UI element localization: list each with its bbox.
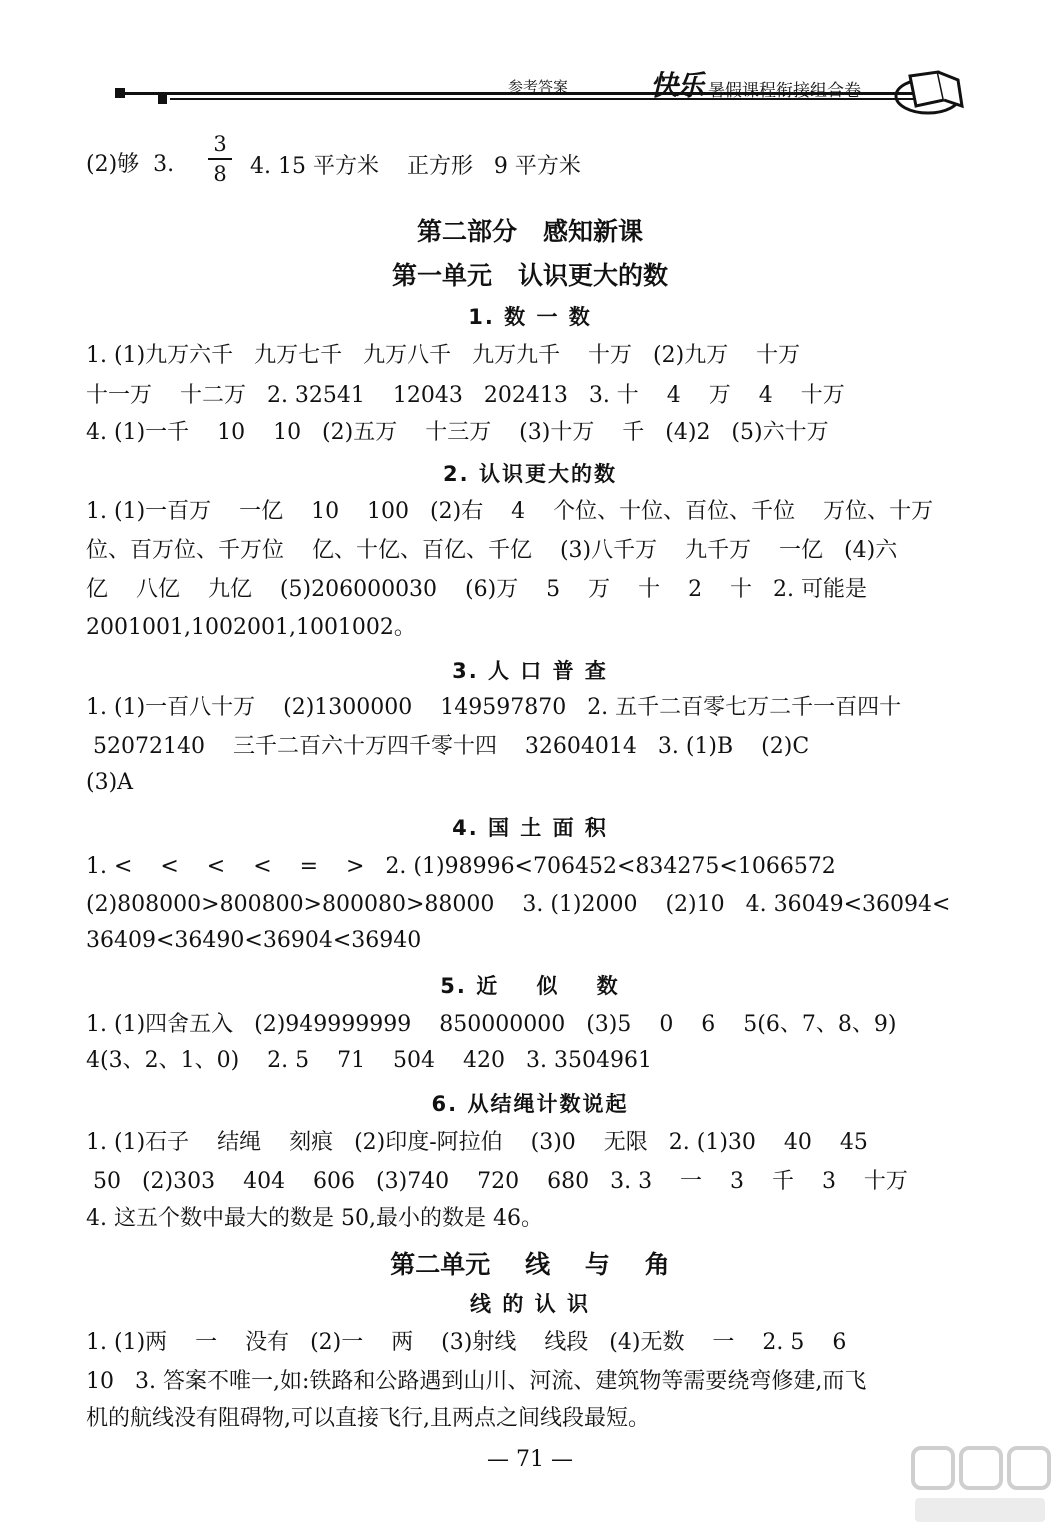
page-header — [110, 62, 970, 122]
answer-line: 机的航线没有阻碍物,可以直接飞行,且两点之间线段最短。 — [86, 1406, 650, 1431]
answer-line: 52072140 三千二百六十万四千零十四 32604014 3. (1)B (2)C — [86, 734, 810, 759]
book-logo-icon — [892, 62, 972, 122]
answer-line: 1. (1)一百万 一亿 10 100 (2)右 4 个位、十位、百位、千位 万位、十万 — [86, 499, 934, 524]
answer-line: 1. (1)一百八十万 (2)1300000 149597870 2. 五千二百零七万二千一百四十 — [86, 695, 902, 720]
fraction-denominator: 8 — [213, 162, 227, 186]
answer-line: 36409<36490<36904<36940 — [86, 928, 422, 953]
answer-line: 1. (1)石子 结绳 刻痕 (2)印度-阿拉伯 (3)0 无限 2. (1)30 40 45 — [86, 1130, 868, 1155]
intro-after-fraction: 4. 15 平方米 正方形 9 平方米 — [250, 154, 581, 179]
answer-line: 亿 八亿 九亿 (5)206000030 (6)万 5 万 十 2 十 2. 可能是 — [86, 577, 868, 602]
answer-line: 4. 这五个数中最大的数是 50,最小的数是 46。 — [86, 1206, 543, 1231]
answer-line: 4(3、2、1、0) 2. 5 71 504 420 3. 3504961 — [86, 1048, 652, 1073]
unit1-sec3-title: 3. 人 口 普 查 — [452, 659, 608, 683]
answer-line: 1. (1)两 一 没有 (2)一 两 (3)射线 线段 (4)无数 一 2. 5 6 — [86, 1330, 847, 1355]
answer-line: 十一万 十二万 2. 32541 12043 202413 3. 十 4 万 4 十万 — [86, 383, 845, 408]
page-number: — 71 — — [487, 1447, 573, 1472]
header-ref-label: 参考答案 — [508, 78, 569, 96]
intro-before-fraction: (2)够 3. — [86, 152, 175, 177]
answer-line: (2)808000>800800>800080>88000 3. (1)2000 (2)10 4. 36049<36094< — [86, 892, 951, 917]
answer-line: 1. (1)四舍五入 (2)949999999 850000000 (3)5 0 6 5(6、7、8、9) — [86, 1012, 897, 1037]
watermark-icon — [905, 1440, 1055, 1530]
answer-line: 位、百万位、千万位 亿、十亿、百亿、千亿 (3)八千万 九千万 一亿 (4)六 — [86, 538, 898, 563]
part-title: 第二部分 感知新课 — [416, 217, 644, 246]
fraction-bar — [208, 158, 232, 160]
unit1-sec4-title: 4. 国 土 面 积 — [452, 816, 608, 840]
unit1-sec6-title: 6. 从结绳计数说起 — [431, 1092, 629, 1116]
unit2-title: 第二单元 线 与 角 — [390, 1250, 670, 1279]
fraction — [208, 132, 232, 186]
unit1-sec2-title: 2. 认识更大的数 — [443, 462, 617, 486]
answer-line: 1. < < < < = > 2. (1)98996<706452<834275<1066572 — [86, 854, 836, 879]
answer-line: 2001001,1002001,1001002。 — [86, 615, 416, 640]
answer-line: 10 3. 答案不唯一,如:铁路和公路遇到山川、河流、建筑物等需要绕弯修建,而飞 — [86, 1369, 867, 1394]
unit2-sec1-title: 线 的 认 识 — [470, 1292, 590, 1316]
answer-line: 50 (2)303 404 606 (3)740 720 680 3. 3 一 3 千 3 十万 — [86, 1169, 908, 1194]
answer-line: 1. (1)九万六千 九万七千 九万八千 九万九千 十万 (2)九万 十万 — [86, 343, 801, 368]
header-brand: 快乐 — [650, 69, 703, 102]
answer-line: 4. (1)一千 10 10 (2)五万 十三万 (3)十万 千 (4)2 (5)六十万 — [86, 420, 829, 445]
header-series-title: 暑假课程衔接组合卷 — [708, 81, 861, 101]
answer-line: (3)A — [86, 770, 134, 795]
fraction-numerator: 3 — [213, 132, 227, 156]
unit1-title: 第一单元 认识更大的数 — [391, 261, 669, 290]
unit1-sec1-title: 1. 数 一 数 — [468, 305, 592, 329]
header-square-mark — [158, 95, 167, 104]
unit1-sec5-title: 5. 近 似 数 — [440, 974, 620, 998]
